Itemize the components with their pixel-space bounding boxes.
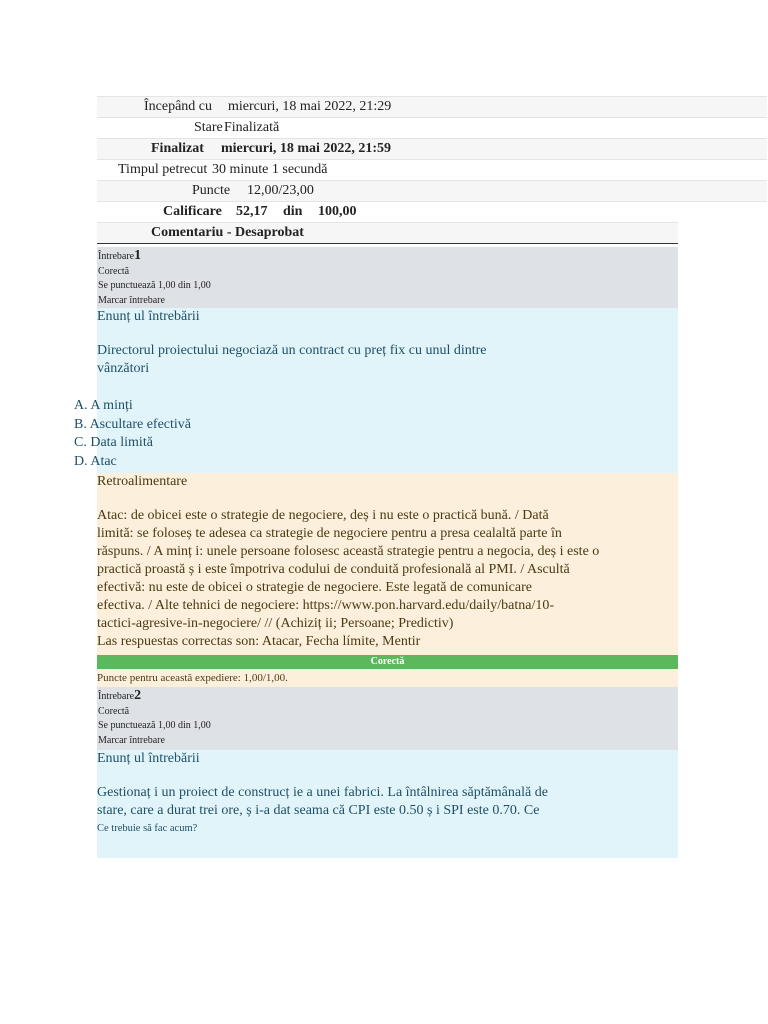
question-info xyxy=(97,687,678,750)
finished-label: Finalizat xyxy=(151,141,204,156)
state-value: Finalizată xyxy=(224,120,280,135)
grade-max: 100,00 xyxy=(318,204,357,219)
feedback-line: efectivă: nu este de obicei o strategie de negociere. Este legată de comunicare xyxy=(97,580,532,595)
question-mark: Se punctuează 1,00 din 1,00 xyxy=(98,720,211,731)
question-text-line: stare, care a durat trei ore, ș i-a dat seama că CPI este 0.50 ș i SPI este 0.70. Ce xyxy=(97,803,540,818)
question-text-line-small: Ce trebuie să fac acum? xyxy=(97,823,198,834)
question-status: Corectă xyxy=(98,705,130,717)
feedback-line: tactici-agresive-in-negociere/ // (Achiziț ii; Persoane; Predictiv) xyxy=(97,616,454,631)
summary-row-points xyxy=(97,180,767,201)
time-label: Timpul petrecut xyxy=(118,162,208,177)
time-value: 30 minute 1 secundă xyxy=(212,162,328,177)
summary-row-grade xyxy=(97,201,767,222)
feedback-line: efectiva. / Alte tehnici de negociere: https://www.pon.harvard.edu/daily/batna/10- xyxy=(97,598,555,613)
summary-row-started xyxy=(97,96,767,117)
started-value: miercuri, 18 mai 2022, 21:29 xyxy=(228,99,392,114)
question-2 xyxy=(97,687,678,858)
question-number: 1 xyxy=(134,248,142,263)
question-text-line: vânzători xyxy=(97,361,150,376)
question-status: Corectă xyxy=(98,265,130,277)
question-1 xyxy=(74,247,678,688)
question-text-block xyxy=(97,750,678,858)
feedback-line: răspuns. / A minț i: unele persoane folosesc această strategie pentru a negocia, deș i este o xyxy=(97,544,600,559)
attempt-summary xyxy=(97,96,767,244)
question-label: Întrebare xyxy=(98,691,135,702)
finished-value: miercuri, 18 mai 2022, 21:59 xyxy=(221,141,392,156)
points-value: 12,00/23,00 xyxy=(247,183,314,198)
flag-question-link[interactable]: Marcar întrebare xyxy=(98,294,165,306)
question-heading: Enunț ul întrebării xyxy=(97,751,200,766)
started-label: Începând cu xyxy=(144,99,213,114)
question-number: 2 xyxy=(134,688,142,703)
question-text-line: Directorul proiectului negociază un contract cu preț fix cu unul dintre xyxy=(97,343,487,358)
summary-row-finished xyxy=(97,138,767,159)
question-text-block xyxy=(74,308,678,473)
answer-option-d[interactable]: D. Atac xyxy=(74,453,117,469)
feedback-line: practică proastă ș i este împotriva codului de conduită profesională al PMI. / Ascultă xyxy=(97,562,570,577)
answer-option-b[interactable]: B. Ascultare efectivă xyxy=(74,416,192,432)
answer-options xyxy=(74,397,191,471)
state-label: Stare xyxy=(194,120,223,135)
flag-question-link[interactable]: Marcar întrebare xyxy=(98,734,165,746)
summary-row-state xyxy=(97,117,767,138)
feedback-line: Atac: de obicei este o strategie de negociere, deș i nu este o practică bună. / Dată xyxy=(97,508,549,523)
grade-value: 52,17 xyxy=(236,204,268,219)
question-heading: Enunț ul întrebării xyxy=(97,309,200,324)
feedback-block xyxy=(97,473,678,655)
question-text-line: Gestionaț i un proiect de construcț ie a unei fabrici. La întâlnirea săptămânală de xyxy=(97,785,548,800)
summary-row-comment xyxy=(97,222,678,244)
question-mark: Se punctuează 1,00 din 1,00 xyxy=(98,280,211,291)
summary-row-time xyxy=(97,159,767,180)
grade-of: din xyxy=(283,204,303,219)
correct-answer-line: Las respuestas correctas son: Atacar, Fecha límite, Mentir xyxy=(97,634,421,649)
answer-option-c[interactable]: C. Data limită xyxy=(74,435,153,450)
question-label: Întrebare xyxy=(98,251,135,262)
result-bar: Corectă xyxy=(97,655,678,669)
feedback-line: limită: se foloseș te adesea ca strategie de negociere pentru a presa cealaltă parte în xyxy=(97,526,562,541)
answer-option-a[interactable]: A. A minți xyxy=(74,398,133,413)
grade-label: Calificare xyxy=(163,204,222,219)
question-info xyxy=(97,247,678,308)
points-label: Puncte xyxy=(192,183,231,198)
comment-text: Comentariu - Desaprobat xyxy=(151,225,304,240)
feedback-heading: Retroalimentare xyxy=(97,474,188,489)
submission-points: Puncte pentru această expediere: 1,00/1,00. xyxy=(97,669,678,688)
